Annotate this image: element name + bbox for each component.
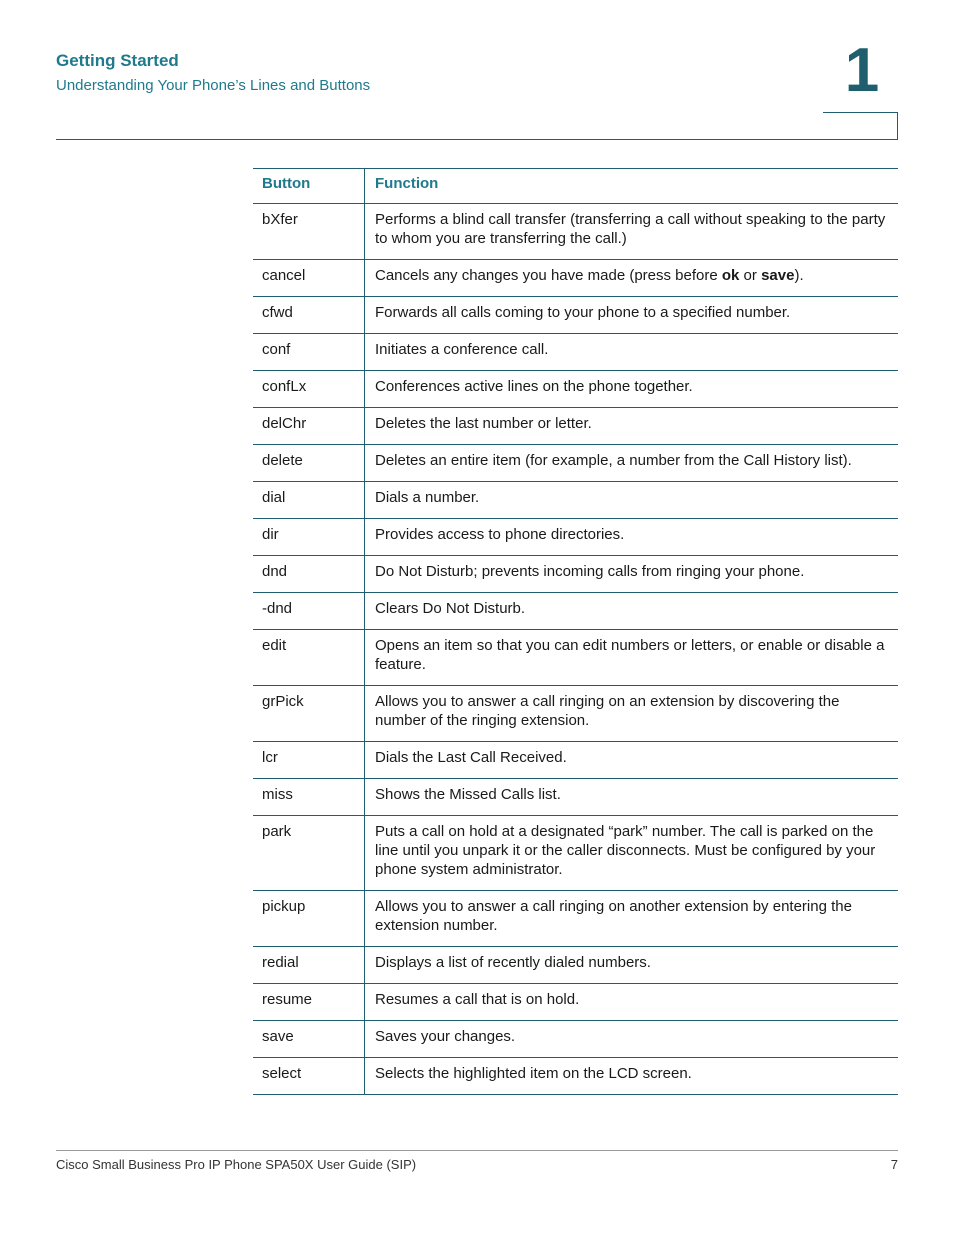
function-text: or [739,267,762,284]
button-name-cell: conf [253,334,365,371]
function-cell [365,260,899,297]
table-row [253,742,898,779]
page-header-subtitle: Understanding Your Phone’s Lines and Buttons [56,77,371,94]
function-cell: Conferences active lines on the phone together. [365,371,899,408]
table-row [253,891,898,947]
table-row [253,297,898,334]
function-cell: Shows the Missed Calls list. [365,779,899,816]
button-name-cell: confLx [253,371,365,408]
button-name-cell: select [253,1058,365,1095]
function-text: Cancels any changes you have made (press before [375,267,722,284]
button-name-cell: delete [253,445,365,482]
button-name-cell: delChr [253,408,365,445]
table-row [253,260,898,297]
table-row [253,630,898,686]
table-row [253,519,898,556]
table-row [253,816,898,891]
button-name-cell: cancel [253,260,365,297]
table-row [253,593,898,630]
button-name-cell: resume [253,984,365,1021]
table-row [253,445,898,482]
button-name-cell: miss [253,779,365,816]
buttons-table [253,168,898,1095]
function-cell: Forwards all calls coming to your phone to a specified number. [365,297,899,334]
function-cell: Initiates a conference call. [365,334,899,371]
button-name-cell: dnd [253,556,365,593]
table-row [253,371,898,408]
table-header-row [253,169,898,204]
table-row [253,556,898,593]
function-cell: Displays a list of recently dialed numbers. [365,947,899,984]
button-name-cell: pickup [253,891,365,947]
button-name-cell: bXfer [253,204,365,260]
header-rule [56,139,898,140]
chapter-tab [823,112,898,139]
function-cell: Allows you to answer a call ringing on another extension by entering the extension number. [365,891,899,947]
button-name-cell: lcr [253,742,365,779]
button-name-cell: redial [253,947,365,984]
function-text: ). [794,267,804,284]
button-name-cell: park [253,816,365,891]
function-cell: Clears Do Not Disturb. [365,593,899,630]
function-cell: Provides access to phone directories. [365,519,899,556]
table-row [253,482,898,519]
function-cell: Allows you to answer a call ringing on an extension by discovering the number of the ringing extension. [365,686,899,742]
column-header-button: Button [253,169,365,204]
button-name-cell: cfwd [253,297,365,334]
button-name-cell: grPick [253,686,365,742]
button-name-cell: dir [253,519,365,556]
function-cell: Resumes a call that is on hold. [365,984,899,1021]
save-keyword: save [761,267,795,284]
button-name-cell: save [253,1021,365,1058]
function-cell: Deletes an entire item (for example, a number from the Call History list). [365,445,899,482]
table-row [253,204,898,260]
page-header-title: Getting Started [56,51,179,70]
table-row [253,779,898,816]
column-header-function: Function [365,169,899,204]
function-cell: Dials the Last Call Received. [365,742,899,779]
footer-rule [56,1150,898,1151]
function-cell: Puts a call on hold at a designated “park” number. The call is parked on the line until you unpark it or the caller disconnects. Must be configured by your phone system administrator. [365,816,899,891]
button-name-cell: -dnd [253,593,365,630]
table-row [253,686,898,742]
table-row [253,1021,898,1058]
table-row [253,408,898,445]
button-name-cell: dial [253,482,365,519]
button-name-cell: edit [253,630,365,686]
ok-keyword: ok [721,267,740,284]
function-cell: Deletes the last number or letter. [365,408,899,445]
page-number: 7 [890,1157,898,1172]
function-cell: Selects the highlighted item on the LCD screen. [365,1058,899,1095]
function-cell: Dials a number. [365,482,899,519]
chapter-number: 1 [844,36,880,105]
table-row [253,334,898,371]
table-row [253,1058,898,1095]
function-cell: Performs a blind call transfer (transferring a call without speaking to the party to whom you are transferring the call.) [365,204,899,260]
function-cell: Opens an item so that you can edit numbers or letters, or enable or disable a feature. [365,630,899,686]
footer-document-title: Cisco Small Business Pro IP Phone SPA50X User Guide (SIP) [56,1157,417,1172]
function-cell: Do Not Disturb; prevents incoming calls from ringing your phone. [365,556,899,593]
table-row [253,947,898,984]
table-row [253,984,898,1021]
function-cell: Saves your changes. [365,1021,899,1058]
